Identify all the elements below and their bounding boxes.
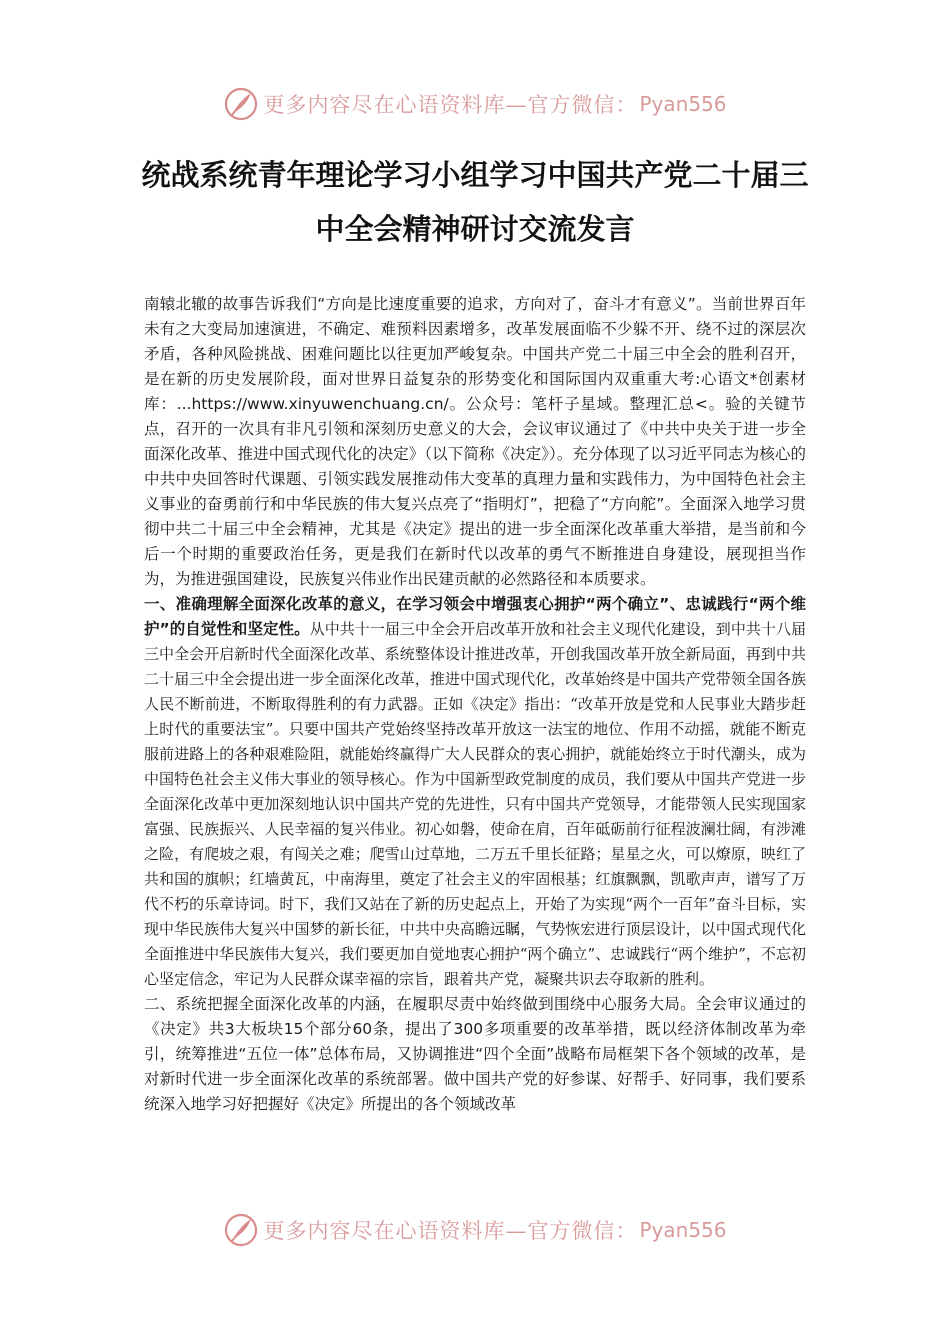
footer-watermark-banner	[0, 1210, 950, 1250]
header-watermark-banner	[0, 84, 950, 124]
document-title: 统战系统青年理论学习小组学习中国共产党二十届三中全会精神研讨交流发言	[141, 158, 809, 246]
quill-logo-icon	[223, 1212, 259, 1248]
section-2-paragraph: 二、系统把握全面深化改革的内涵，在履职尽责中始终做到围绕中心服务大局。全会审议通过的《决定》共3大板块15个部分60条，提出了300多项重要的改革举措，既以经济体制改革为牵引，统筹推进“五位一体”总体布局，又协调推进“四个全面”战略布局框架下各个领域的改革，是对新时代进一步全面深化改革的系统部署。做中国共产党的好参谋、好帮手、好同事，我们要系统深入地学习好把握好《决定》所提出的各个领域改革	[144, 995, 806, 1113]
banner-text: 更多内容尽在心语资料库—官方微信：	[263, 93, 638, 117]
banner-text: 更多内容尽在心语资料库—官方微信：	[263, 1219, 638, 1243]
quill-logo-icon	[223, 86, 259, 122]
banner-wechat-id: Pyan556	[639, 92, 727, 116]
section-1-heading: 一、准确理解全面深化改革的意义，在学习领会中增强衷心拥护“两个确立”、忠诚践行“两个维护”的自觉性和坚定性。	[144, 595, 806, 638]
section-1-paragraph	[144, 592, 806, 992]
intro-paragraph: 南辕北辙的故事告诉我们“方向是比速度重要的追求，方向对了，奋斗才有意义”。当前世界百年未有之大变局加速演进，不确定、难预料因素增多，改革发展面临不少躲不开、绕不过的深层次矛盾，各种风险挑战、困难问题比以往更加严峻复杂。中国共产党二十届三中全会的胜利召开，是在新的历史发展阶段，面对世界日益复杂的形势变化和国际国内双重重大考:心语文*创素材库：...https://www.xinyuwenchuang.cn/。公众号：笔杆子星域。整理汇总<。验的关键节点，召开的一次具有非凡引领和深刻历史意义的大会，会议审议通过了《中共中央关于进一步全面深化改革、推进中国式现代化的决定》（以下简称《决定》）。充分体现了以习近平同志为核心的中共中央回答时代课题、引领实践发展推动伟大变革的真理力量和实践伟力，为中国特色社会主义事业的奋勇前行和中华民族的伟大复兴点亮了“指明灯”，把稳了“方向舵”。全面深入地学习贯彻中共二十届三中全会精神，尤其是《决定》提出的进一步全面深化改革重大举措，是当前和今后一个时期的重要政治任务，更是我们在新时代以改革的勇气不断推进自身建设，展现担当作为，为推进强国建设，民族复兴伟业作出民建贡献的必然路径和本质要求。	[144, 295, 806, 588]
banner-wechat-id: Pyan556	[639, 1218, 727, 1242]
document-body	[144, 292, 806, 1117]
section-1-body: 从中共十一届三中全会开启改革开放和社会主义现代化建设，到中共十八届三中全会开启新时代全面深化改革、系统整体设计推进改革，开创我国改革开放全新局面，再到中共二十届三中全会提出进一步全面深化改革，推进中国式现代化，改革始终是中国共产党带领全国各族人民不断前进，不断取得胜利的有力武器。正如《决定》指出：“改革开放是党和人民事业大踏步赶上时代的重要法宝”。只要中国共产党始终坚持改革开放这一法宝的地位、作用不动摇，就能不断克服前进路上的各种艰难险阻，就能始终赢得广大人民群众的衷心拥护，就能始终立于时代潮头，成为中国特色社会主义伟大事业的领导核心。作为中国新型政党制度的成员，我们要从中国共产党进一步全面深化改革中更加深刻地认识中国共产党的先进性，只有中国共产党领导，才能带领人民实现国家富强、民族振兴、人民幸福的复兴伟业。初心如磐，使命在肩，百年砥砺前行征程波澜壮阔，有涉滩之险，有爬坡之艰，有闯关之难；爬雪山过草地，二万五千里长征路；星星之火，可以燎原，映红了共和国的旗帜；红墙黄瓦，中南海里，奠定了社会主义的牢固根基；红旗飘飘，凯歌声声，谱写了万代不朽的乐章诗词。时下，我们又站在了新的历史起点上，开始了为实现“两个一百年”奋斗目标，实现中华民族伟大复兴中国梦的新长征，中共中央高瞻远瞩，气势恢宏进行顶层设计，以中国式现代化全面推进中华民族伟大复兴，我们要更加自觉地衷心拥护“两个确立”、忠诚践行“两个维护”，不忘初心坚定信念，牢记为人民群众谋幸福的宗旨，跟着共产党，凝聚共识去夺取新的胜利。	[144, 620, 806, 988]
